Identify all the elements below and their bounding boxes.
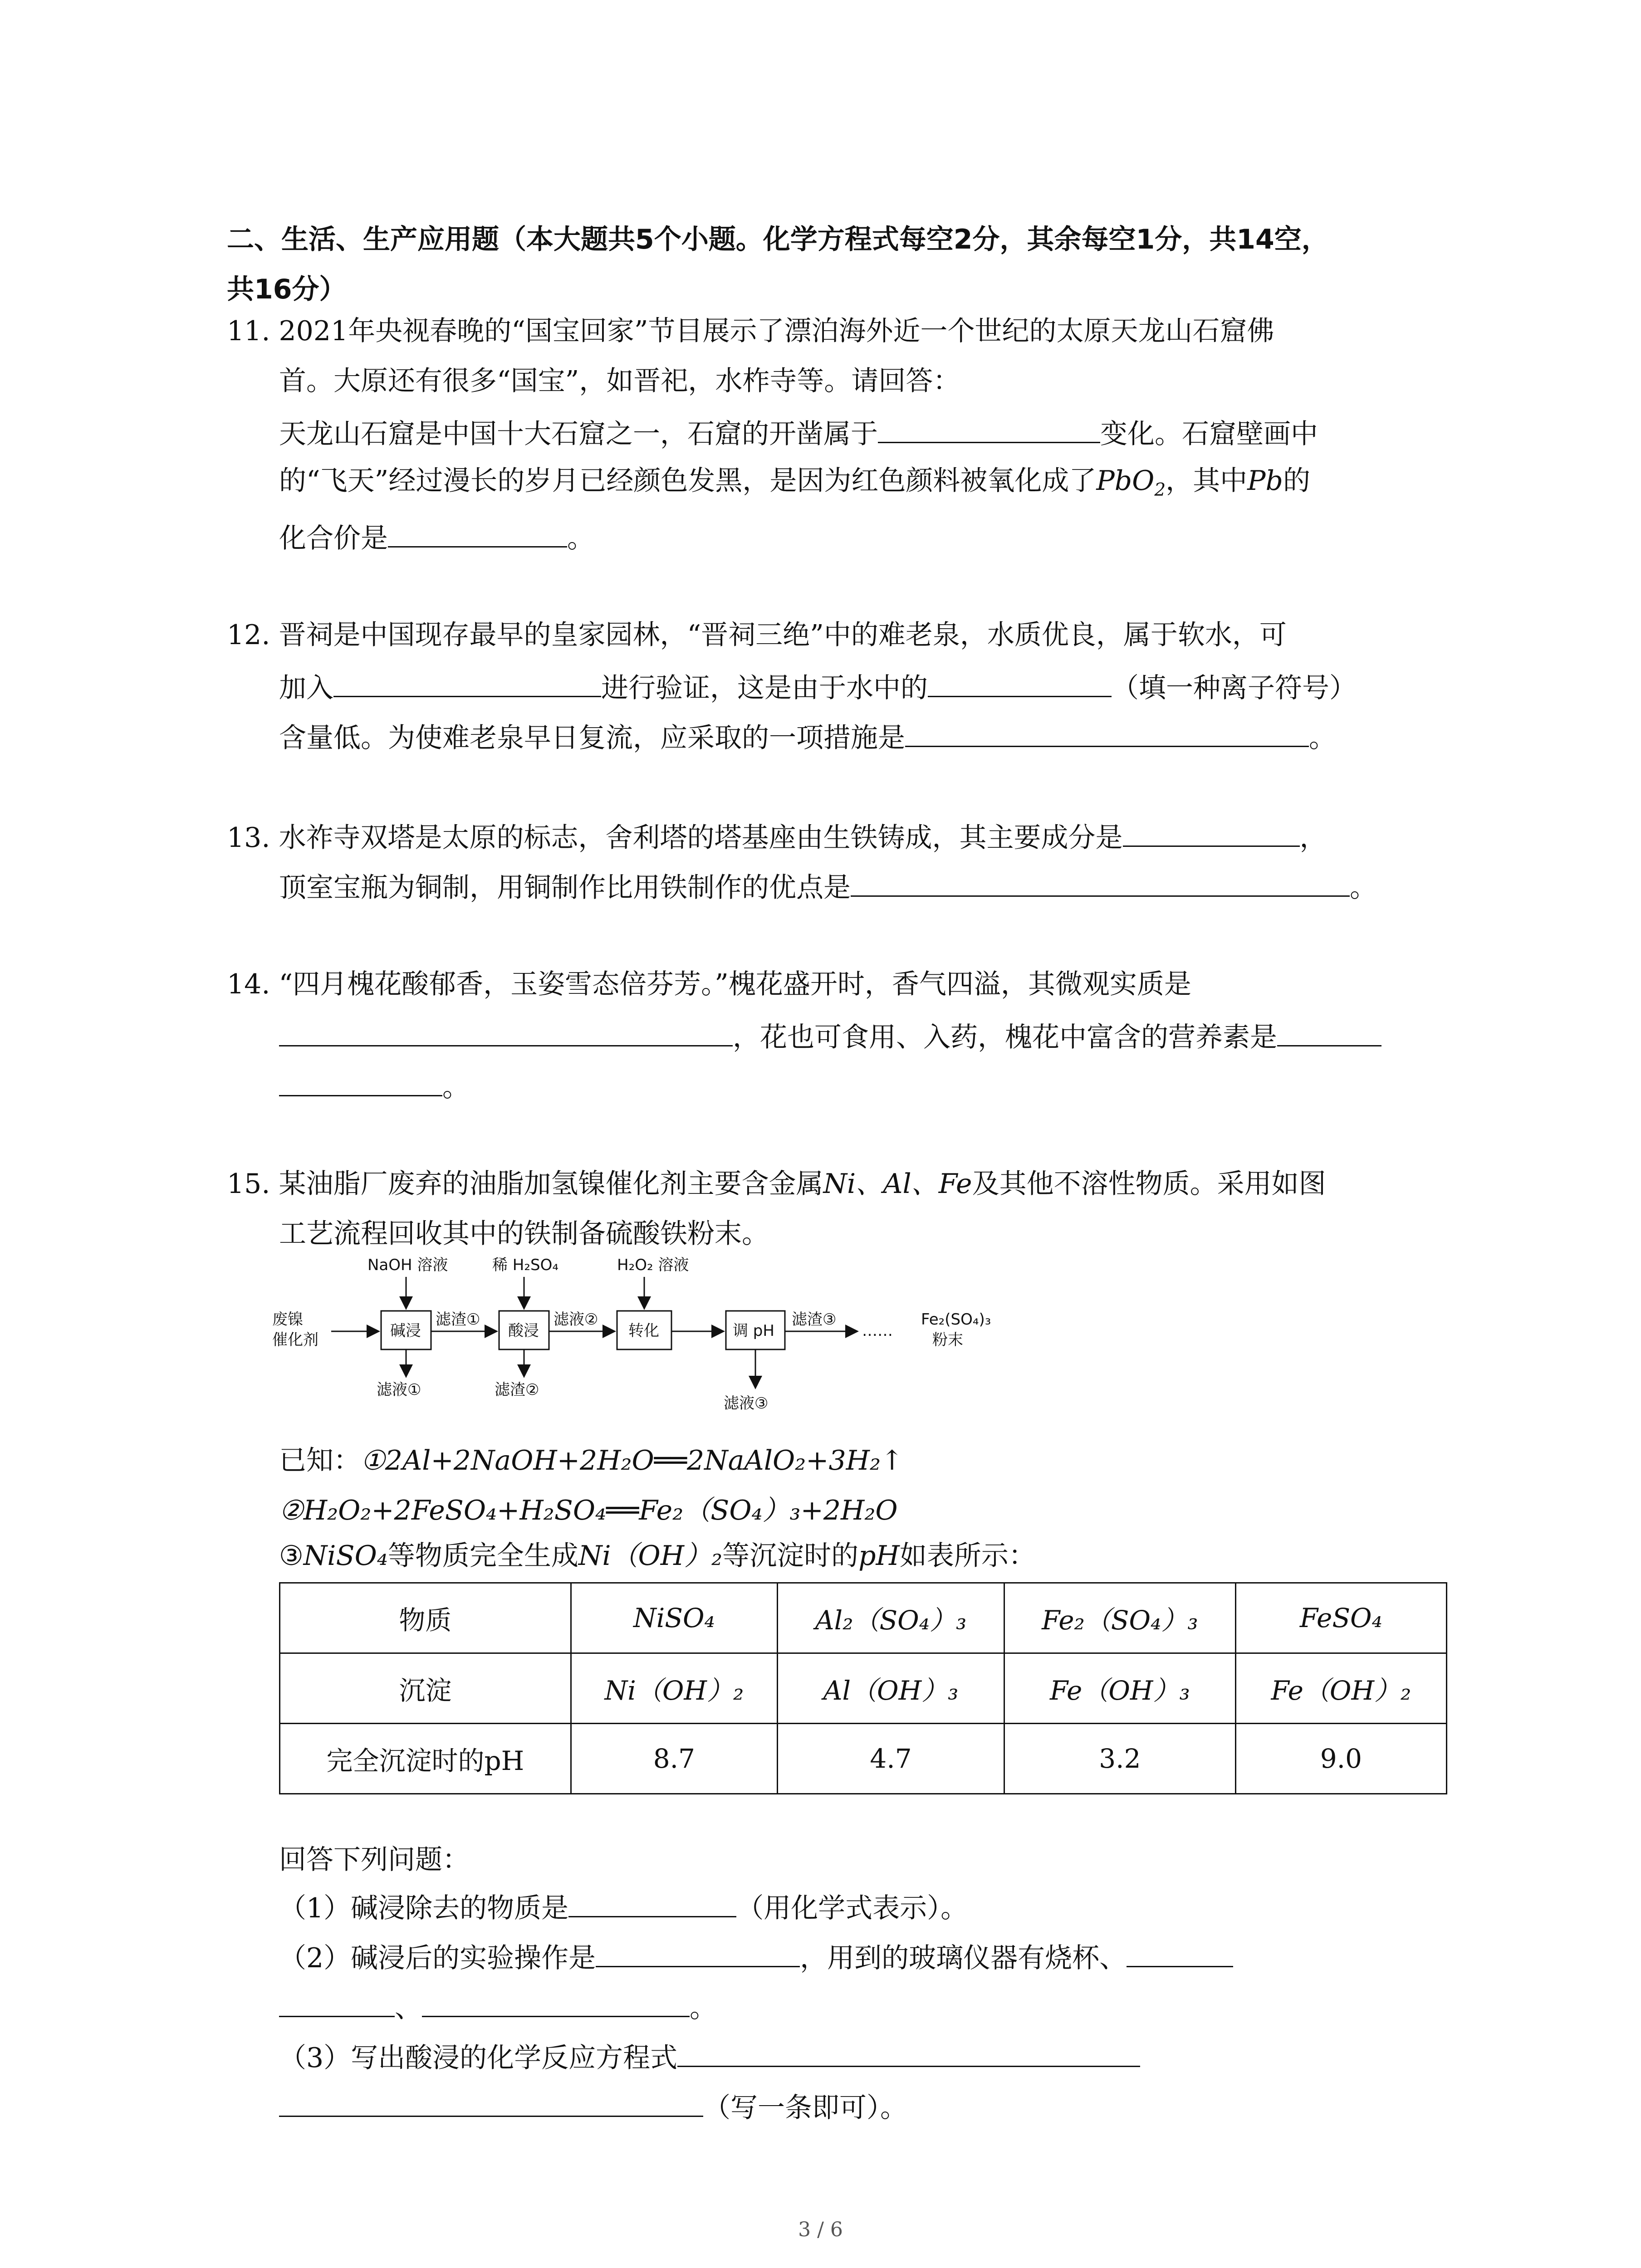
table-cell: Al（OH）₃ [778, 1653, 1004, 1724]
q12-line3: 含量低。为使难老泉早日复流，应采取的一项措施是 。 [279, 722, 1336, 754]
part-3: （3）写出酸浸的化学反应方程式 [279, 2041, 1140, 2072]
answer-blank[interactable] [388, 522, 567, 547]
q14-line2: ，花也可食用、入药，槐花中富含的营养素是 [279, 1021, 1381, 1051]
flow-reagent-h2o2: H₂O₂ 溶液 [617, 1256, 689, 1274]
table-cell: 完全沉淀时的pH [280, 1724, 571, 1794]
question-13: 13. 水祚寺双塔是太原的标志，舍利塔的塔基座由生铁铸成，其主要成分是 ， [227, 822, 1327, 854]
q13-line2: 顶室宝瓶为铜制，用铜制作比用铁制作的优点是 。 [279, 872, 1377, 904]
q14-line3: 。 [279, 1070, 470, 1101]
question-text: 晋祠是中国现存最早的皇家园林，“晋祠三绝”中的难老泉，水质优良，属于软水，可 [279, 619, 1287, 651]
table-row [280, 1583, 1447, 1653]
section-title-line2: 共16分） [227, 274, 347, 305]
answer-blank[interactable] [333, 671, 601, 697]
answer-blank[interactable] [596, 1941, 800, 1967]
part-1: （1）碱浸除去的物质是 （用化学式表示）。 [279, 1892, 968, 1924]
part-2: （2）碱浸后的实验操作是 ，用到的玻璃仪器有烧杯、 [279, 1941, 1233, 1972]
question-number: 13. [227, 822, 270, 854]
flow-product-line1: Fe₂(SO₄)₃ [921, 1310, 991, 1329]
question-text: 首。大原还有很多“国宝”，如晋祀，水柞寺等。请回答： [279, 365, 960, 397]
table-row [280, 1724, 1447, 1794]
table-cell: Fe₂（SO₄）₃ [1004, 1583, 1235, 1653]
table-cell: NiSO₄ [571, 1583, 777, 1653]
known-equation-3: ③NiSO₄等物质完全生成Ni（OH）₂等沉淀时的pH如表所示： [279, 1540, 1036, 1572]
answer-blank[interactable] [568, 1892, 736, 1917]
answer-blank[interactable] [1127, 1941, 1233, 1967]
table-cell: 8.7 [571, 1724, 777, 1794]
answer-blank[interactable] [1277, 1021, 1381, 1046]
table-cell: Ni（OH）₂ [571, 1653, 777, 1724]
question-11 [227, 315, 1274, 347]
section-title-line1: 二、生活、生产应用题（本大题共5个小题。化学方程式每空2分，其余每空1分，共14空， [227, 224, 1329, 255]
q11-line5: 化合价是 。 [279, 523, 594, 554]
q12-line2: 加入 进行验证，这是由于水中的 （填一种离子符号） [279, 672, 1357, 704]
flow-dots: …… [862, 1322, 893, 1340]
table-cell: 3.2 [1004, 1724, 1235, 1794]
question-15: 15. 某油脂厂废弃的油脂加氢镍催化剂主要含金属Ni、Al、Fe及其他不溶性物质。采用如图 [227, 1168, 1326, 1200]
svg-text:转化: 转化 [628, 1322, 659, 1340]
known-equation-2: ②H₂O₂+2FeSO₄+H₂SO₄══Fe₂（SO₄）₃+2H₂O [279, 1495, 898, 1526]
question-number: 11. [227, 315, 270, 347]
svg-text:碱浸: 碱浸 [390, 1322, 421, 1340]
question-14: 14. “四月槐花酸郁香，玉姿雪态倍芬芳。”槐花盛开时，香气四溢，其微观实质是 [227, 968, 1191, 1000]
flow-residue-1: 滤渣① [436, 1310, 480, 1329]
q11-line4: 的“飞天”经过漫长的岁月已经颜色发黑，是因为红色颜料被氧化成了PbO$_2$，其中Pb的 [279, 465, 1310, 500]
table-cell: Al₂（SO₄）₃ [778, 1583, 1004, 1653]
answer-blank[interactable] [905, 721, 1309, 747]
answer-blank[interactable] [851, 871, 1350, 897]
flow-residue-3: 滤渣③ [792, 1310, 837, 1329]
flow-reagent-naoh: NaOH 溶液 [367, 1256, 448, 1274]
flow-residue-2: 滤渣② [495, 1381, 539, 1399]
table-cell: 4.7 [778, 1724, 1004, 1794]
flow-filtrate-2: 滤液② [554, 1310, 598, 1329]
table-row [280, 1653, 1447, 1724]
table-cell: 9.0 [1235, 1724, 1446, 1794]
question-number: 15. [227, 1168, 270, 1200]
question-text: 2021年央视春晚的“国宝回家”节目展示了漂泊海外近一个世纪的太原天龙山石窟佛 [279, 315, 1274, 347]
part-3-cont: （写一条即可）。 [279, 2091, 907, 2121]
answer-blank[interactable] [279, 1991, 395, 2017]
formula-pbo2: PbO$_2$ [1096, 465, 1166, 500]
precipitation-ph-table [279, 1582, 1447, 1794]
table-cell: 沉淀 [280, 1653, 571, 1724]
table-cell: 物质 [280, 1583, 571, 1653]
question-number: 12. [227, 619, 270, 651]
answer-blank[interactable] [677, 2041, 1140, 2067]
answer-blank[interactable] [279, 1021, 733, 1046]
page-number: 3 / 6 [798, 2218, 843, 2241]
q11-line3: 天龙山石窟是中国十大石窟之一，石窟的开凿属于 变化。石窟壁画中 [279, 418, 1318, 450]
answer-blank[interactable] [422, 1991, 690, 2017]
answer-blank[interactable] [928, 671, 1112, 697]
answer-blank[interactable] [878, 417, 1100, 443]
process-flow-diagram [268, 1256, 1016, 1424]
known-equation-1: 已知：①2Al+2NaOH+2H₂O══2NaAlO₂+3H₂↑ [279, 1445, 904, 1476]
question-12 [227, 621, 1287, 649]
flow-reagent-h2so4: 稀 H₂SO₄ [492, 1256, 558, 1274]
question-text: 工艺流程回收其中的铁制备硫酸铁粉末。 [279, 1218, 769, 1250]
table-cell: Fe（OH）₃ [1004, 1653, 1235, 1724]
flow-start-line1: 废镍 [272, 1310, 303, 1329]
flow-filtrate-1: 滤液① [377, 1381, 421, 1399]
flow-start-line2: 催化剂 [272, 1331, 318, 1349]
flow-filtrate-3: 滤液③ [724, 1394, 769, 1413]
part-2-cont: 、 。 [279, 1991, 717, 2022]
answer-blank[interactable] [279, 1070, 442, 1096]
answer-blank[interactable] [279, 2091, 703, 2117]
answer-intro: 回答下列问题： [279, 1844, 470, 1876]
flow-product-line2: 粉末 [932, 1331, 963, 1349]
table-cell: Fe（OH）₂ [1235, 1653, 1446, 1724]
question-number: 14. [227, 968, 270, 1000]
table-cell: FeSO₄ [1235, 1583, 1446, 1653]
svg-text:调 pH: 调 pH [733, 1322, 774, 1340]
answer-blank[interactable] [1123, 821, 1300, 847]
svg-text:酸浸: 酸浸 [508, 1322, 539, 1340]
